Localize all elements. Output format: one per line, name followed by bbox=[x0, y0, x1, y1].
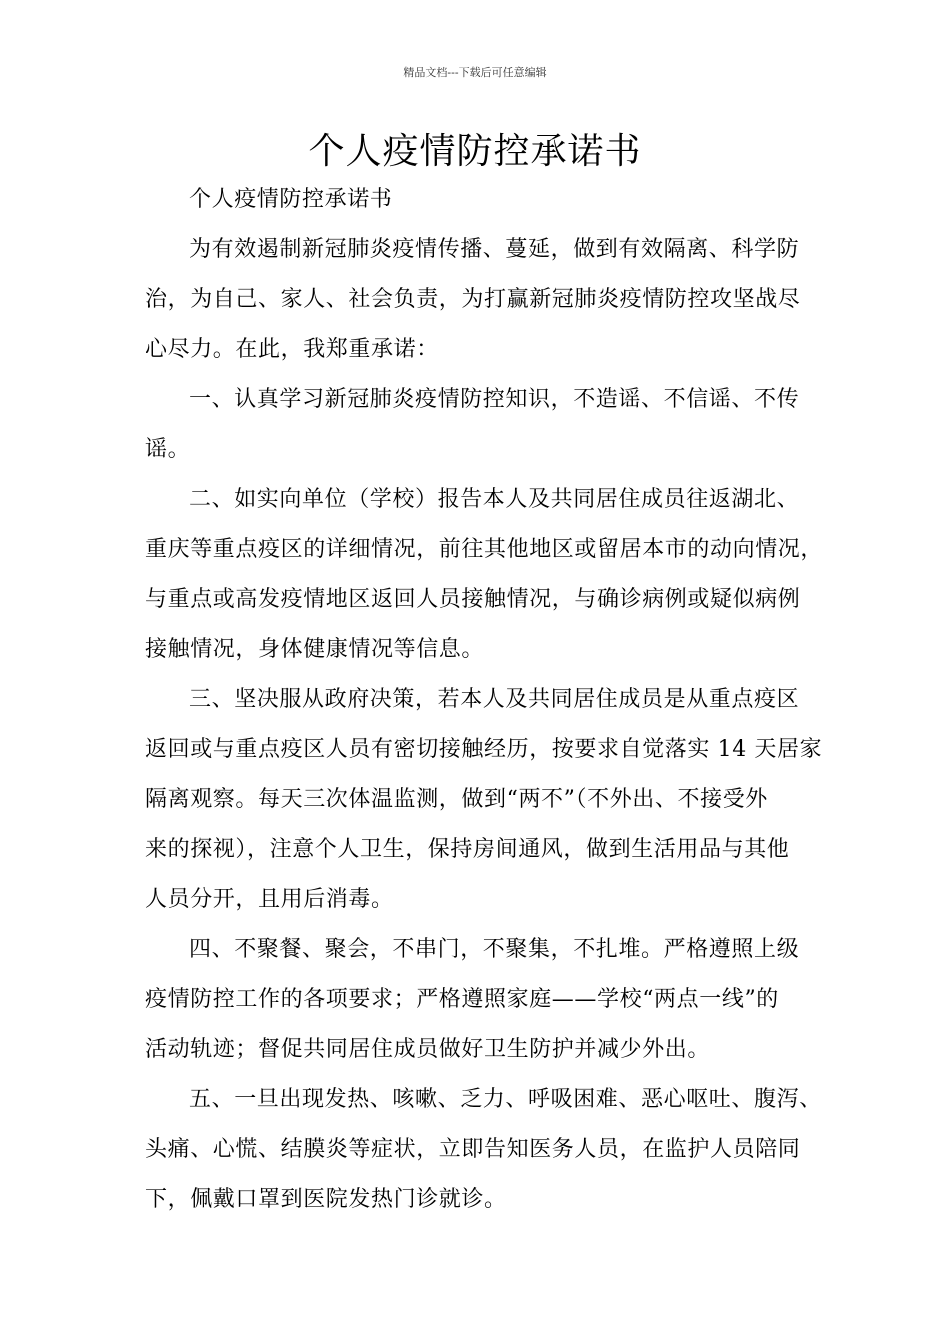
paragraph-subtitle bbox=[145, 183, 835, 216]
text-line: 一、认真学习新冠肺炎疫情防控知识，不造谣、不信谣、不传 bbox=[189, 387, 800, 412]
text-line: 五、一旦出现发热、咳嗽、乏力、呼吸困难、恶心呕吐、腹泻、 bbox=[189, 1087, 822, 1112]
document-title: 个人疫情防控承诺书 bbox=[308, 131, 642, 172]
text-line: 活动轨迹；督促共同居住成员做好卫生防护并减少外出。 bbox=[145, 1037, 711, 1062]
text-line: 心尽力。在此，我郑重承诺： bbox=[145, 337, 439, 362]
text-line: 重庆等重点疫区的详细情况，前往其他地区或留居本市的动向情况， bbox=[145, 537, 824, 562]
paragraph-item-1 bbox=[145, 383, 835, 466]
document-body bbox=[145, 183, 835, 1216]
text-line: 三、坚决服从政府决策，若本人及共同居住成员是从重点疫区 bbox=[189, 687, 800, 712]
text-line: 返回或与重点疫区人员有密切接触经历，按要求自觉落实 14 天居家 bbox=[145, 737, 823, 762]
header-note: 精品文档---下载后可任意编辑 bbox=[403, 66, 547, 79]
text-line: 二、如实向单位（学校）报告本人及共同居住成员往返湖北、 bbox=[189, 487, 800, 512]
text-line: 疫情防控工作的各项要求；严格遵照家庭——学校“两点一线”的 bbox=[145, 987, 779, 1012]
text-line: 来的探视），注意个人卫生，保持房间通风，做到生活用品与其他 bbox=[145, 837, 790, 862]
text-line: 人员分开，且用后消毒。 bbox=[145, 887, 394, 912]
text-line: 谣。 bbox=[145, 437, 191, 462]
text-line: 个人疫情防控承诺书 bbox=[189, 187, 393, 212]
paragraph-item-5 bbox=[145, 1083, 835, 1216]
text-line: 隔离观察。每天三次体温监测，做到“两不”（不外出、不接受外 bbox=[145, 787, 768, 812]
paragraph-item-4 bbox=[145, 933, 835, 1066]
text-line: 四、不聚餐、聚会，不串门，不聚集，不扎堆。严格遵照上级 bbox=[189, 937, 800, 962]
text-line: 头痛、心慌、结膜炎等症状，立即告知医务人员，在监护人员陪同 bbox=[145, 1137, 801, 1162]
text-line: 接触情况，身体健康情况等信息。 bbox=[145, 637, 485, 662]
text-line: 下，佩戴口罩到医院发热门诊就诊。 bbox=[145, 1187, 507, 1212]
text-line: 治，为自己、家人、社会负责，为打赢新冠肺炎疫情防控攻坚战尽 bbox=[145, 287, 801, 312]
paragraph-item-2 bbox=[145, 483, 835, 666]
text-line: 为有效遏制新冠肺炎疫情传播、蔓延，做到有效隔离、科学防 bbox=[189, 237, 800, 262]
text-line: 与重点或高发疫情地区返回人员接触情况，与确诊病例或疑似病例 bbox=[145, 587, 801, 612]
paragraph-intro bbox=[145, 233, 835, 366]
paragraph-item-3 bbox=[145, 683, 835, 916]
